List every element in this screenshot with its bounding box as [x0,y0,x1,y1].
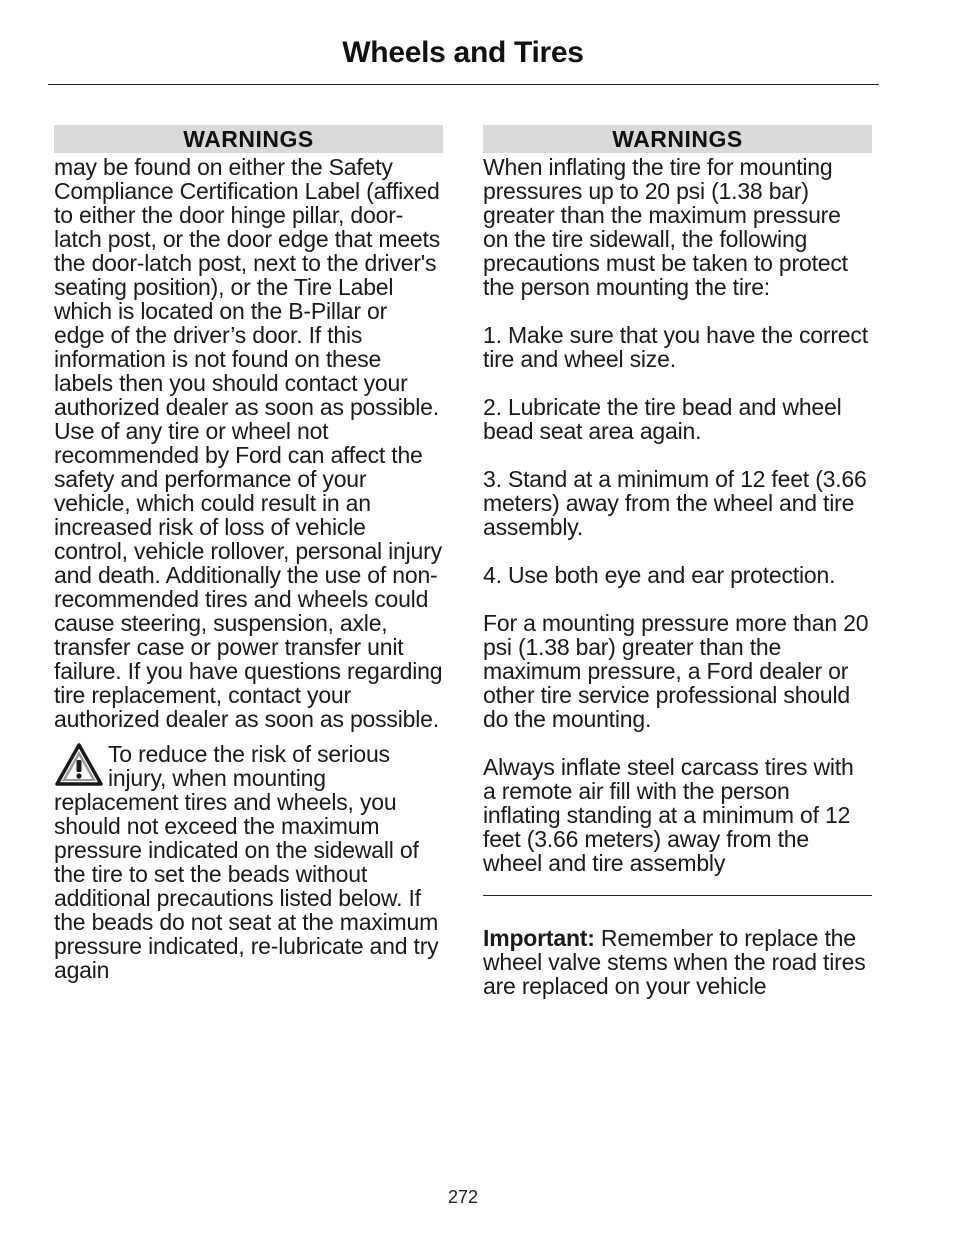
mounting-warning-block [54,742,443,982]
important-text: Remember to replace the wheel valve stems when the road tires are replaced on your vehicle [483,925,866,999]
left-column [54,125,443,982]
right-column [483,125,872,998]
page-number: 272 [447,1187,479,1207]
step-4: 4. Use both eye and ear protection. [483,562,836,588]
mounting-warning-text: To reduce the risk of serious injury, when mounting replacement tires and wheels, you should not exceed the maximum pressure indicated on the sidewall of the tire to set the beads without additional precautions listed below. If the beads do not seat at the maximum pressure indicated, re-lubricate and try again [54,741,439,983]
warnings-heading-right: WARNINGS [483,125,872,153]
step-1: 1. Make sure that you have the correct tire and wheel size. [483,322,868,372]
title-divider [48,84,879,85]
step-3: 3. Stand at a minimum of 12 feet (3.66 meters) away from the wheel and tire assembly. [483,466,867,540]
section-divider [483,895,872,896]
important-note [483,926,872,998]
warnings-heading-left: WARNINGS [54,125,443,153]
important-label: Important: [483,925,595,951]
warning-triangle-icon [54,742,104,788]
warning-continued-text: may be found on either the Safety Compliance Certification Label (affixed to either the door hinge pillar, door-latch post, or the door edge that meets the door-latch post, next to the driver's seating position), or the Tire Label which is located on the B-Pillar or edge of the driver’s door. If this information is not found on these labels then you should contact your authorized dealer as soon as possible. Use of any tire or wheel not recommended by Ford can affect the safety and performance of your vehicle, which could result in an increased risk of loss of vehicle control, vehicle rollover, personal injury and death. Additionally the use of non-recommended tires and wheels could cause steering, suspension, axle, transfer case or power transfer unit failure. If you have questions regarding tire replacement, contact your authorized dealer as soon as possible. [54,154,443,732]
step-2: 2. Lubricate the tire bead and wheel bead seat area again. [483,394,842,444]
inflation-intro-text: When inflating the tire for mounting pressures up to 20 psi (1.38 bar) greater than the maximum pressure on the tire sidewall, the following precautions must be taken to protect the person mounting the tire: [483,154,848,300]
high-pressure-note: For a mounting pressure more than 20 psi (1.38 bar) greater than the maximum pressure, a Ford dealer or other tire service professional should do the mounting. [483,610,869,732]
steel-carcass-note: Always inflate steel carcass tires with a remote air fill with the person inflating standing at a minimum of 12 feet (3.66 meters) away from the wheel and tire assembly [483,754,854,876]
page-title: Wheels and Tires [342,36,584,69]
